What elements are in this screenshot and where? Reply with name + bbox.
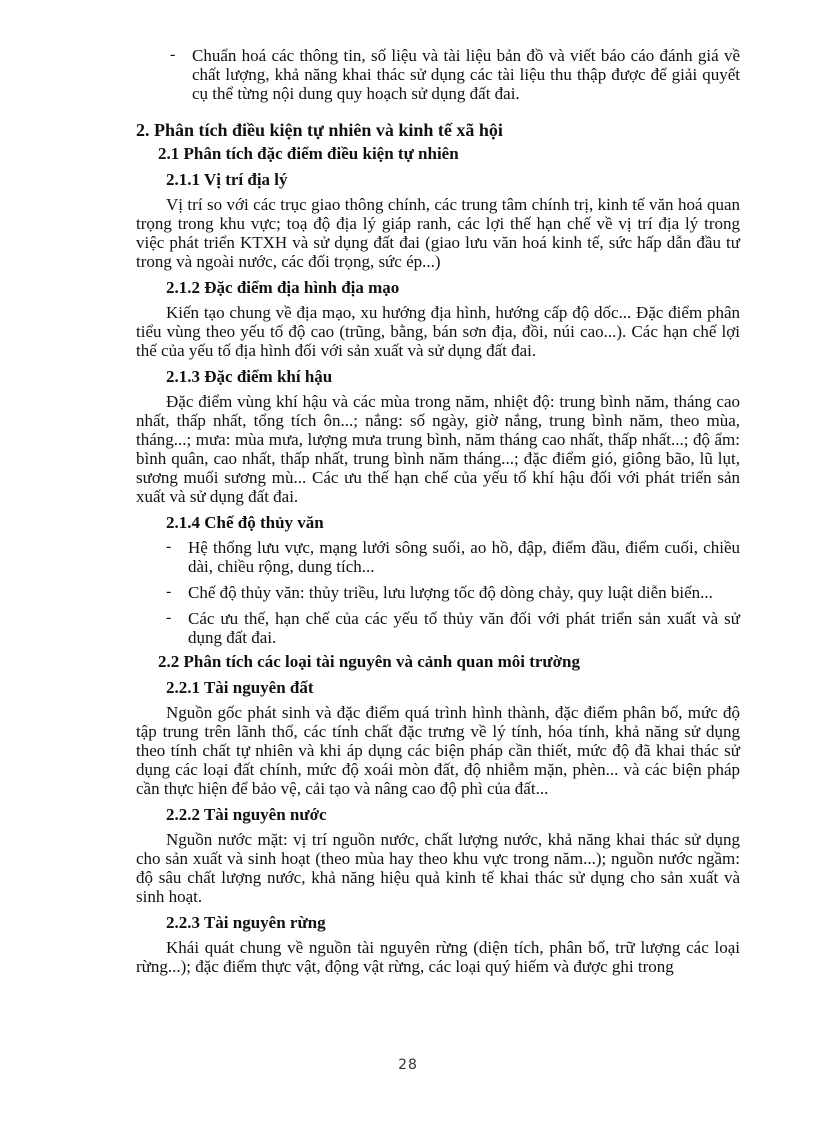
hydrology-bullet-2	[136, 583, 740, 602]
page-content	[136, 46, 740, 976]
section-2-heading: 2. Phân tích điều kiện tự nhiên và kinh tế xã hội	[136, 120, 503, 140]
section-2-2-heading: 2.2 Phân tích các loại tài nguyên và cảnh quan môi trường	[158, 652, 580, 671]
section-2-1-heading: 2.1 Phân tích đặc điểm điều kiện tự nhiên	[158, 144, 459, 163]
section-2-1-1-heading: 2.1.1 Vị trí địa lý	[166, 170, 288, 189]
section-2-1-3-heading: 2.1.3 Đặc điểm khí hậu	[166, 367, 333, 386]
section-2-1-1-paragraph: Vị trí so với các trục giao thông chính, các trung tâm chính trị, kinh tế văn hoá quan trọng trong khu vực; toạ độ địa lý giáp ranh, các lợi thế hạn chế về vị trí địa lý trong việc phát triển KTXH và sử dụng đất đai (giao lưu văn hoá kinh tế, sức hấp dẫn đầu tư trong và ngoài nước, các đối trọng, sức ép...)	[136, 195, 740, 271]
intro-bullet-item	[136, 46, 740, 103]
page-number: 28	[398, 1057, 418, 1073]
bullet-dash: -	[166, 583, 172, 600]
section-2-1-3-paragraph: Đặc điểm vùng khí hậu và các mùa trong năm, nhiệt độ: trung bình năm, tháng cao nhất, thấp nhất, tổng tích ôn...; nắng: số ngày, giờ nắng, trung bình năm, theo mùa, tháng...; mưa: mùa mưa, lượng mưa trung bình, năm tháng cao nhất, thấp nhất...; độ ẩm: bình quân, cao nhất, thấp nhất, trung bình năm tháng...; đặc điểm gió, giông bão, lũ lụt, sương muối sương mù... Các ưu thế hạn chế của yếu tố khí hậu đối với phát triển sản xuất và sử dụng đất đai.	[136, 392, 740, 506]
section-2-1-2-heading: 2.1.2 Đặc điểm địa hình địa mạo	[166, 278, 400, 297]
hydrology-bullet-text: Chế độ thủy văn: thủy triều, lưu lượng tốc độ dòng chảy, quy luật diễn biến...	[188, 583, 713, 602]
section-2-2-2-heading: 2.2.2 Tài nguyên nước	[166, 805, 327, 824]
section-2-2-3-heading: 2.2.3 Tài nguyên rừng	[166, 913, 326, 932]
section-2-2-1-paragraph: Nguồn gốc phát sinh và đặc điểm quá trình hình thành, đặc điểm phân bố, mức độ tập trung trên lãnh thổ, các tính chất đặc trưng về lý tính, hóa tính, khả năng sử dụng theo tính chất tự nhiên và khi áp dụng các biện pháp cần thiết, mức độ đã khai thác sử dụng các loại đất chính, mức độ xoái mòn đất, độ nhiễm mặn, phèn... và các biện pháp cần thực hiện để bảo vệ, cải tạo và nâng cao độ phì của đất...	[136, 703, 740, 798]
section-2-1-4-heading: 2.1.4 Chế độ thủy văn	[166, 513, 324, 532]
section-2-2-2-paragraph: Nguồn nước mặt: vị trí nguồn nước, chất lượng nước, khả năng khai thác sử dụng cho sản xuất và sinh hoạt (theo mùa hay theo khu vực trong năm...); nguồn nước ngầm: độ sâu chất lượng nước, khả năng hiệu quả kinh tế khai thác sử dụng cho sản xuất và sinh hoạt.	[136, 830, 740, 906]
section-2-2-1-heading: 2.2.1 Tài nguyên đất	[166, 678, 314, 697]
intro-bullet-text: Chuẩn hoá các thông tin, số liệu và tài liệu bản đồ và viết báo cáo đánh giá về chất lượng, khả năng khai thác sử dụng các tài liệu thu thập được để giải quyết cụ thể từng nội dung quy hoạch sử dụng đất đai.	[192, 46, 740, 103]
hydrology-bullet-text: Các ưu thế, hạn chế của các yếu tố thủy văn đối với phát triển sản xuất và sử dụng đất đai.	[188, 609, 740, 647]
bullet-dash: -	[166, 609, 172, 626]
bullet-dash: -	[170, 46, 176, 63]
hydrology-bullet-3	[136, 609, 740, 647]
section-2-2-3-paragraph: Khái quát chung về nguồn tài nguyên rừng (diện tích, phân bố, trữ lượng các loại rừng...); đặc điểm thực vật, động vật rừng, các loại quý hiếm và được ghi trong	[136, 938, 740, 976]
section-2-1-2-paragraph: Kiến tạo chung về địa mạo, xu hướng địa hình, hướng cấp độ dốc... Đặc điểm phân tiểu vùng theo yếu tố độ cao (trũng, bằng, bán sơn địa, đồi, núi cao...). Các hạn chế lợi thế của yếu tố địa hình đối với sản xuất và sử dụng đất đai.	[136, 303, 740, 360]
hydrology-bullet-text: Hệ thống lưu vực, mạng lưới sông suối, ao hồ, đập, điểm đầu, điểm cuối, chiều dài, chiều rộng, dung tích...	[188, 538, 740, 576]
hydrology-bullet-1	[136, 538, 740, 576]
bullet-dash: -	[166, 538, 172, 555]
